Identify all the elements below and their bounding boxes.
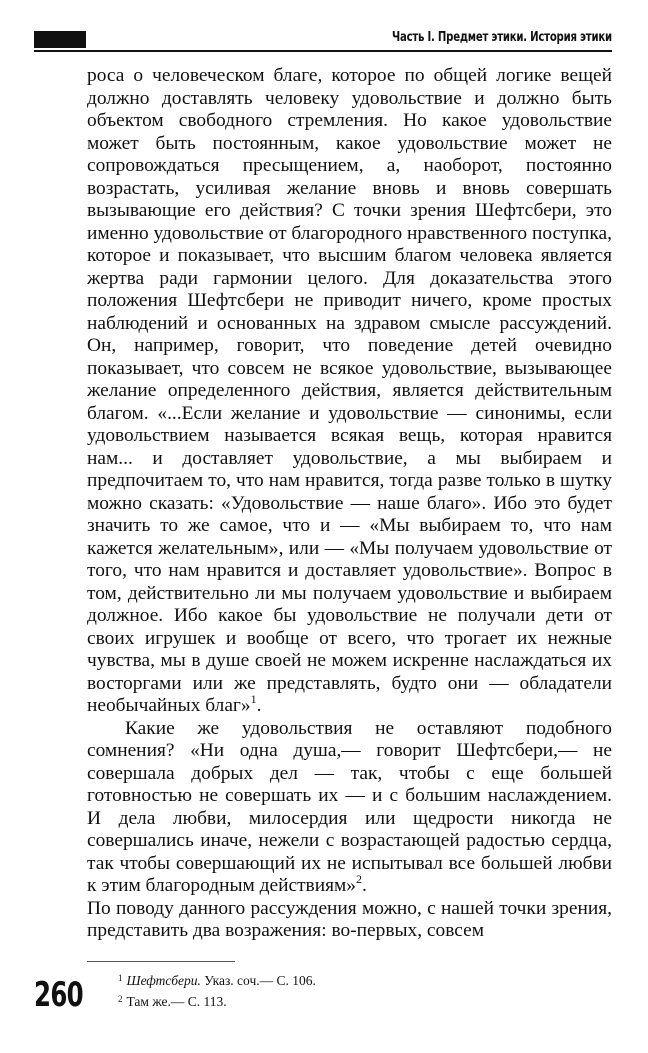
paragraph-text: роса о человеческом благе, которое по общей логике вещей должно доставлять человеку удовольствие и должно быть объектом свободного стремления. Но какое удовольствие может быть постоянным, какое удовольствие может не сопровождаться пресыщением, а, наоборот, постоянно возрастать, усиливая желание вновь и вновь совершать вызывающие его действия? С точки зрения Шефтсбери, это именно удовольствие от благородного нравственного поступка, которое и показывает, что высшим благом человека является жертва ради гармонии целого. Для доказательства этого положения Шефтсбери не приводит ничего, кроме простых наблюдений и основанных на здравом смысле рассуждений. Он, например, говорит, что поведение детей очевидно показывает, что совсем не всякое удовольствие, вызывающее желание определенного действия, является действительным благом. «...Если желание и удовольствие — синонимы, если удовольствием называется всякая вещь, которая нравится нам... и доставляет удовольствие, а мы выбираем и предпочитаем то, что нам нравится, тогда разве только в шутку можно сказать: «Удовольствие — наше благо». Ибо это будет значить то же самое, что и — «Мы выбираем то, что нам кажется желательным», или — «Мы получаем удовольствие от того, что нам нравится и доставляет удовольствие». Вопрос в том, действительно ли мы получаем удовольствие и выбираем должное. Ибо какое бы удовольствие не получали дети от своих игрушек и вообще от всего, что трогает их нежные чувства, мы в душе своей не можем искренне наслаждаться их восторгами или же представлять, будто они — обладатели необычайных благ» — [87, 65, 612, 716]
footnote-text: Там же.— С. 113. — [126, 994, 227, 1009]
header-black-bar — [34, 31, 86, 48]
paragraph-text: По поводу данного рассуждения можно, с нашей точки зрения, представить два возражения: во-первых, совсем — [87, 897, 612, 941]
footnote-rule — [87, 961, 235, 962]
header-rule — [34, 50, 612, 52]
footnote-number: 1 — [118, 973, 123, 983]
paragraph-continuation: роса о человеческом благе, которое по общей логике вещей должно доставлять человеку удовольствие и должно быть объектом свободного стремления. Но какое удовольствие может быть постоянным, какое удовольствие может не сопровождаться пресыщением, а, наоборот, постоянно возрастать, усиливая желание вновь и вновь совершать вызывающие его действия? С точки зрения Шефтсбери, это именно удовольствие от благородного нравственного поступка, которое и показывает, что высшим благом человека является жертва ради гармонии целого. Для доказательства этого положения Шефтсбери не приводит ничего, кроме простых наблюдений и основанных на здравом смысле рассуждений. Он, например, говорит, что поведение детей очевидно показывает, что совсем не всякое удовольствие, вызывающее желание определенного действия, является действительным благом. «...Если желание и удовольствие — синонимы, если удовольствием называется всякая вещь, которая нравится нам... и доставляет удовольствие, а мы выбираем и предпочитаем то, что нам нравится, тогда разве только в шутку можно сказать: «Удовольствие — наше благо». Ибо это будет значить то же самое, что и — «Мы выбираем то, что нам кажется желательным», или — «Мы получаем удовольствие от того, что нам нравится и доставляет удовольствие». Вопрос в том, действительно ли мы получаем удовольствие и выбираем должное. Ибо какое бы удовольствие не получали дети от своих игрушек и вообще от всего, что трогает их нежные чувства, мы в душе своей не можем искренне наслаждаться их восторгами или же представлять, будто они — обладатели необычайных благ»$^1$. — [87, 65, 612, 716]
body-text — [87, 65, 612, 943]
footnote — [118, 992, 518, 1013]
paragraph-text: Какие же удовольствия не оставляют подобного сомнения? «Ни одна душа,— говорит Шефтсбери,— не совершала добрых дел — так, чтобы с еще большей готовностью не совершать их — и с большим наслаждением. И дела любви, милосердия или щедрости никогда не совершались иначе, нежели с возрастающей радостью сердца, так чтобы совершающий их не испытывал все большей любви к этим благородным действиям» — [87, 717, 612, 896]
header-title: Часть I. Предмет этики. История этики — [392, 30, 612, 45]
footnote-ref: 2 — [355, 871, 362, 886]
footnotes — [118, 971, 518, 1013]
footnote-number: 2 — [118, 994, 123, 1004]
footnote-text: Указ. соч.— С. 106. — [200, 973, 316, 988]
paragraph: Какие же удовольствия не оставляют подобного сомнения? «Ни одна душа,— говорит Шефтсбери,— не совершала добрых дел — так, чтобы с еще большей готовностью не совершать их — и с большим наслаждением. И дела любви, милосердия или щедрости никогда не совершались иначе, нежели с возрастающей радостью сердца, так чтобы совершающий их не испытывал все большей любви к этим благородным действиям»$^2$. — [87, 717, 612, 896]
footnote-ref: 1 — [250, 691, 257, 706]
paragraph — [87, 898, 612, 943]
footnote-author: Шефтсбери. — [126, 973, 201, 988]
page-number: 260 — [34, 975, 83, 1015]
footnote — [118, 971, 518, 992]
running-header — [34, 31, 612, 48]
